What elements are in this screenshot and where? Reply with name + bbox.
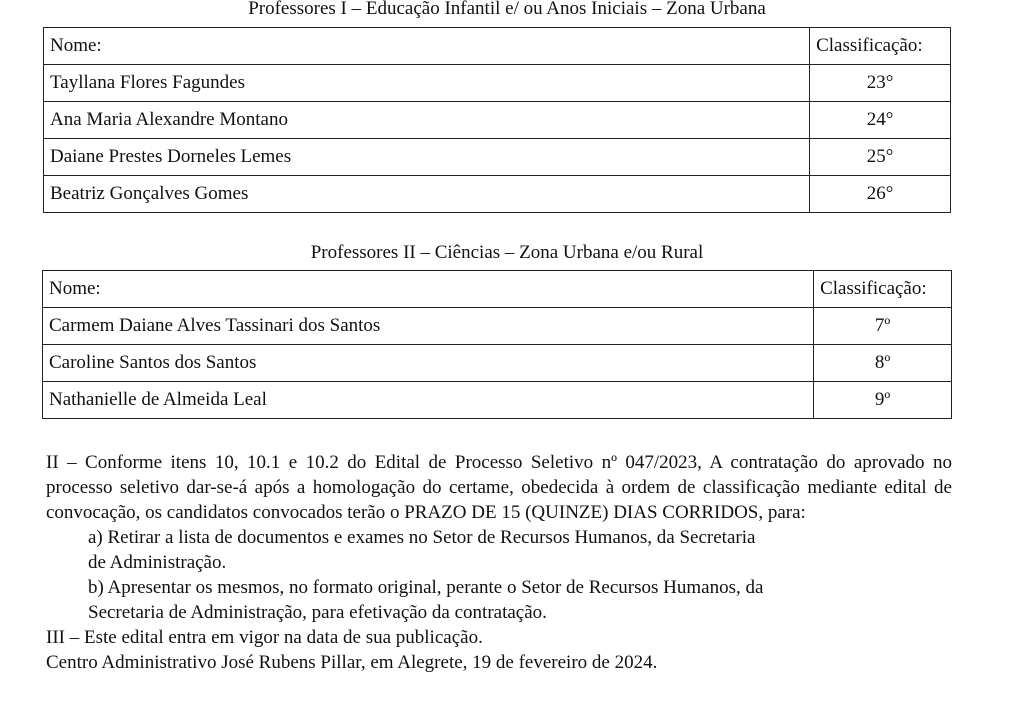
table-row	[43, 308, 952, 345]
edital-body	[46, 450, 952, 675]
item-a-line: a) Retirar a lista de documentos e exames no Setor de Recursos Humanos, da Secretaria	[88, 527, 756, 548]
table-row	[43, 382, 952, 419]
candidate-classification: 24°	[810, 102, 951, 139]
table-row	[44, 139, 951, 176]
table-row	[44, 176, 951, 213]
candidate-name: Daiane Prestes Dorneles Lemes	[44, 139, 810, 176]
candidate-classification: 9º	[814, 382, 952, 419]
candidate-name: Caroline Santos dos Santos	[43, 345, 814, 382]
paragraph-ii: II – Conforme itens 10, 10.1 e 10.2 do Edital de Processo Seletivo nº 047/2023, A contratação do aprovado no processo seletivo dar-se-á após a homologação do certame, obedecida à ordem de classificação mediante edital de convocação, os candidatos convocados terão o PRAZO DE 15 (QUINZE) DIAS CORRIDOS, para:	[46, 452, 952, 523]
section1-caption: Professores I – Educação Infantil e/ ou Anos Iniciais – Zona Urbana	[248, 0, 766, 19]
candidate-name: Carmem Daiane Alves Tassinari dos Santos	[43, 308, 814, 345]
candidate-classification: 26°	[810, 176, 951, 213]
section1-table	[43, 27, 951, 213]
section2-table	[42, 270, 952, 419]
table-row	[44, 102, 951, 139]
classification-column-header: Classificação:	[814, 271, 952, 308]
name-column-header: Nome:	[43, 271, 814, 308]
item-b-line: b) Apresentar os mesmos, no formato original, perante o Setor de Recursos Humanos, da	[88, 577, 764, 598]
candidate-name: Tayllana Flores Fagundes	[44, 65, 810, 102]
candidate-name: Beatriz Gonçalves Gomes	[44, 176, 810, 213]
item-b	[46, 575, 952, 625]
section2-caption: Professores II – Ciências – Zona Urbana e/ou Rural	[310, 242, 704, 263]
table-header-row	[43, 271, 952, 308]
candidate-name: Ana Maria Alexandre Montano	[44, 102, 810, 139]
item-b-continuation: Secretaria de Administração, para efetivação da contratação.	[88, 602, 547, 623]
candidate-classification: 25°	[810, 139, 951, 176]
table-row	[44, 65, 951, 102]
name-column-header: Nome:	[44, 28, 810, 65]
table-header-row	[44, 28, 951, 65]
candidate-classification: 8º	[814, 345, 952, 382]
candidate-name: Nathanielle de Almeida Leal	[43, 382, 814, 419]
candidate-classification: 23°	[810, 65, 951, 102]
classification-column-header: Classificação:	[810, 28, 951, 65]
closing-line: Centro Administrativo José Rubens Pillar, em Alegrete, 19 de fevereiro de 2024.	[46, 652, 658, 673]
table-row	[43, 345, 952, 382]
item-a-continuation: de Administração.	[88, 552, 227, 573]
candidate-classification: 7º	[814, 308, 952, 345]
paragraph-iii: III – Este edital entra em vigor na data de sua publicação.	[46, 627, 483, 648]
item-a	[46, 525, 952, 575]
